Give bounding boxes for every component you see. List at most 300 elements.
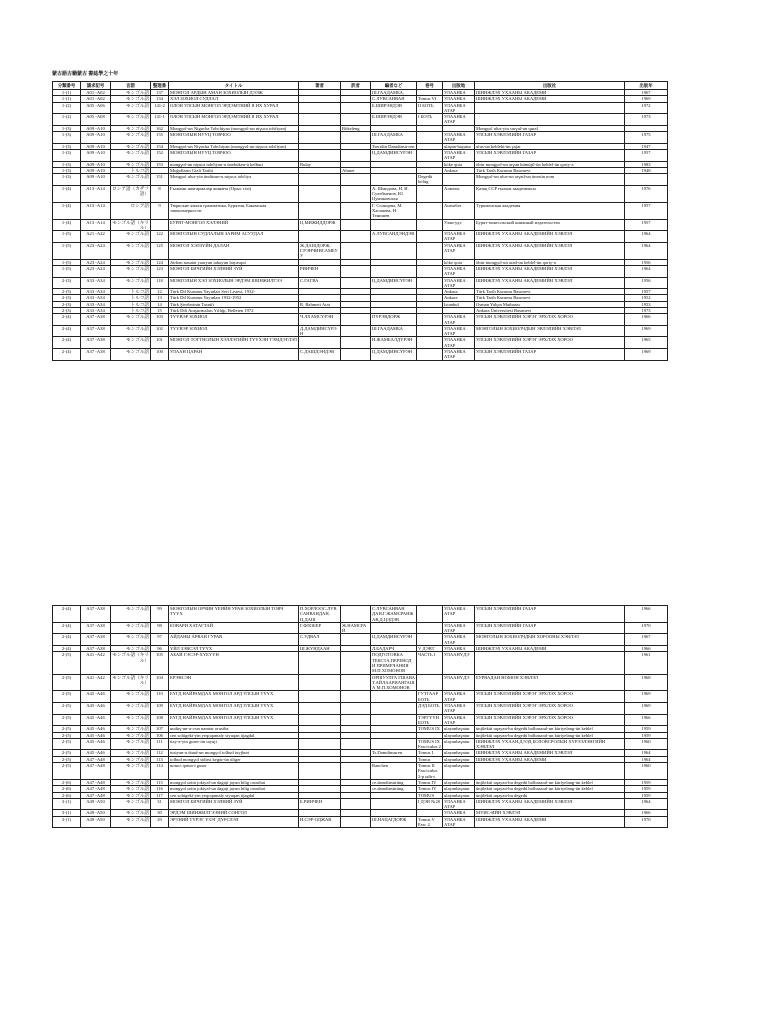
table-cell: ШИНЖЛЭХ УХААНЫ АКАДЕМИЙН ХЭВЛЭЛ [475, 242, 625, 259]
table-cell: Б.ШИРЭНДЭВ [371, 114, 417, 126]
table-cell [341, 202, 371, 219]
table-cell: 117 [151, 792, 169, 798]
table-cell: ulayanbaγatur [443, 779, 475, 785]
column-header: 出版地 [443, 82, 475, 90]
table-cell: A09 -A10 [81, 143, 111, 149]
table-cell: 1966 [625, 646, 668, 652]
table-cell: 2-(4) [53, 337, 81, 349]
table-cell: Moğolların Gizli Tarihi [169, 167, 299, 173]
table-cell [341, 325, 371, 337]
table-cell: 1967 [625, 634, 668, 646]
table-cell: Тюркские языки грамматика, Бурятия, Бакинская закономерности [169, 202, 299, 219]
table-cell: 1953 [625, 301, 668, 307]
table-cell: 1-(2) [53, 114, 81, 126]
table-cell: モンゴル語 [111, 125, 151, 131]
table-cell: 2-(5) [53, 714, 81, 726]
table-cell [417, 674, 443, 691]
table-cell: Türk Dil Kurumu Yayınları 1932-1952 [169, 295, 299, 301]
table-cell: УЛААНБА АТАР [443, 703, 475, 715]
table-row [53, 185, 668, 202]
table-cell: Mongγol-un ulus-un arγad-un ünesün nom [475, 174, 625, 186]
table-cell [475, 114, 625, 126]
table-cell: МОНГОЛ ХЭЛЗҮЙН ДАЛАН [169, 242, 299, 259]
table-row [53, 265, 668, 277]
table-cell: МОНГОЛ БИЧГИЙН ХЭЛНИЙ ЗҮЙ [169, 798, 299, 810]
table-cell: 116 [151, 786, 169, 792]
table-cell: A37 -A38 [81, 646, 111, 652]
table-row [53, 174, 668, 186]
table-cell [417, 149, 443, 161]
table-cell: А.ЛУВСАНДЭНДЭВ [371, 231, 417, 243]
table-cell [299, 185, 341, 202]
table-row [53, 816, 668, 828]
table-cell: 101 [151, 337, 169, 349]
table-cell: モンゴル語 [111, 810, 151, 816]
table-cell: Н.ЖАМБАЛДҮРЭН [371, 337, 417, 349]
table-cell [299, 703, 341, 715]
table-cell: A47 -A48 [81, 756, 111, 762]
table-cell: A47 -A48 [81, 763, 111, 780]
table-cell: öbür mongγol-un arad-un keblel-ün qoriy-a [475, 259, 625, 265]
table-cell: МОНГОЛЫН ЗОХИОЛЧДЫН ХОРООНЫ ХЭВЛЭЛ [475, 634, 625, 646]
table-cell: A45 -A46 [81, 750, 111, 756]
page-header-note: 蒙古語古籍蒙古 書誌學之十年 [52, 72, 119, 77]
table-cell: БОВАРИ ХАТАГТАЙ [169, 622, 299, 634]
table-cell [341, 634, 371, 646]
table-cell: 103 [151, 314, 169, 326]
table-cell [299, 714, 341, 726]
table-cell: ce.damdinsürüng [371, 779, 417, 785]
table-cell: ОЛОН УЛСЫН МОНГОЛ ЭРДЭМТНИЙ II ИХ ХУРАЛ [169, 102, 299, 114]
table-cell: Д.ДАМДИНСҮРЭН [299, 325, 341, 337]
table-cell: A13 -A14 [81, 202, 111, 219]
table-cell: 108 [151, 714, 169, 726]
table-cell: 1964 [625, 756, 668, 762]
table-cell: 1-(3) [53, 149, 81, 161]
table-cell: МОНГОЛ БИЧГИЙН ХЭЛНИЙ ЗҮЙ [169, 265, 299, 277]
table-cell: 114 [151, 763, 169, 780]
table-cell: 9 [151, 202, 169, 219]
table-cell: УЛСЫН ХЭВЛЭЛИЙН ГАЗАР [475, 149, 625, 161]
table-cell: モンゴル語 [111, 634, 151, 646]
table-cell: ulus-un keblelü-ün γajar [475, 143, 625, 149]
table-cell: Osman Yalçın Matbaası [475, 301, 625, 307]
table-cell: 118 [151, 277, 169, 289]
table-cell: A47 -A48 [81, 779, 111, 785]
table-cell: モンゴル語 [111, 114, 151, 126]
table-cell: ПОДГОТОВКА ТЕКСТА,ПЕРЕВОД И ПРИМЕЧАНИЯ М.П.ХОМОНОВ [371, 652, 417, 674]
table-cell: 1-(5) [53, 231, 81, 243]
table-cell: ШИНЖЛЭХ УХААН,ДЭЭД БОЛОВСРОЛЫН ХҮРЭЭЛЭНГИЙН ХЭВЛЭЛ [475, 738, 625, 750]
table-cell: МОНГОЛЫН НУУЦ ТОВЧОО [169, 149, 299, 161]
table-cell: 1972 [625, 102, 668, 114]
table-cell: A23 -A24 [81, 242, 111, 259]
table-cell: 1957 [625, 202, 668, 219]
table-cell: 162 [151, 125, 169, 131]
header-row [53, 82, 668, 90]
table-cell: 1-(3) [53, 161, 81, 167]
table-cell [151, 219, 169, 231]
table-row [53, 738, 668, 750]
table-cell: A37 -A38 [81, 349, 111, 361]
table-cell: 1966 [625, 606, 668, 623]
table-cell: 3-(1) [53, 798, 81, 810]
table-cell: УЛААНҮДЭ [443, 652, 475, 674]
table-cell: Ankara Üniversitesi Basımevi [475, 307, 625, 313]
table-cell: 29 [151, 816, 169, 828]
table-cell [371, 703, 417, 715]
table-cell [299, 114, 341, 126]
table-cell [371, 714, 417, 726]
table-row [53, 242, 668, 259]
table-cell: ロシア語（カザフ語） [111, 185, 151, 202]
table-cell: Türk Tarih Kurumu Basımevi [475, 167, 625, 173]
table-cell: Туркменская академия [475, 202, 625, 219]
table-cell: 1968 [625, 674, 668, 691]
table-cell: cen sohigeki-yin yeqoqamaly siyuqan iijagdal [169, 732, 299, 738]
table-cell: 155 [151, 132, 169, 144]
table-cell [417, 202, 443, 219]
table-cell: Ж.НАМСРАЙ [341, 622, 371, 634]
table-cell: A37 -A38 [81, 606, 111, 623]
table-cell: トルコ語 [111, 167, 151, 173]
table-cell: БҮГД НАЙРАМДАХ МОНГОЛ АРД УЛСЫН ТҮҮХ [169, 691, 299, 703]
table-cell: A41 -A42 [81, 674, 111, 691]
table-cell: ШИНЖЛЭХ УХААНЫ АКАДЕМИ [475, 816, 625, 828]
table-cell: トルコ語 [111, 289, 151, 295]
table-cell: 1964 [625, 265, 668, 277]
table-cell: УЛААНБА АТАР [443, 325, 475, 337]
table-cell: モンゴル語 [111, 349, 151, 361]
table-cell: Ш.НАЦАГДОРЖ [371, 816, 417, 828]
table-cell: Türk Dili Araştırmaları Yıllığı, Belleten 1972 [169, 307, 299, 313]
table-cell: 13 [151, 295, 169, 301]
table-cell: 2-(4) [53, 314, 81, 326]
table-cell [341, 185, 371, 202]
table-cell: A37 -A38 [81, 325, 111, 337]
table-cell: 3-(1) [53, 810, 81, 816]
table-cell: ХЭЛ ЗОХИОЛ СУДЛАЛ [169, 96, 299, 102]
table-cell: Ц.ДАМДИНСҮРЭН [371, 149, 417, 161]
table-cell: 1966 [625, 314, 668, 326]
table-cell: 1-(3) [53, 143, 81, 149]
table-cell: A09 -A10 [81, 125, 111, 131]
table-cell: Türk Dil Kurumu Yayınları Seri Listesi, 1932- [169, 289, 299, 295]
table-cell: Ж.ДАШДОРЖ, Г.РЭНЧИНСАМБУУ [299, 242, 341, 259]
table-cell: A13 -A14 [81, 185, 111, 202]
table-cell: A47 -A48 [81, 786, 111, 792]
table-cell [417, 634, 443, 646]
table-cell: 105 [151, 652, 169, 674]
table-cell: 1970 [625, 622, 668, 634]
table-cell: Ш.ЖҮНДААН [299, 646, 341, 652]
table-cell [417, 231, 443, 243]
table-cell: nomci qatun-i guser [169, 763, 299, 780]
table-cell: ulayanbaγatur [443, 726, 475, 732]
table-cell: 1-(3) [53, 167, 81, 173]
table-cell: 1969 [625, 96, 668, 102]
table-row [53, 763, 668, 780]
table-cell: С.ЛУВСАНВАН [371, 96, 417, 102]
table-cell: 2-(4) [53, 634, 81, 646]
table-cell: 1957 [625, 149, 668, 161]
table-cell [371, 622, 417, 634]
table-cell: 2-(6) [53, 779, 81, 785]
table-cell: ulayanbaγatur [443, 750, 475, 756]
table-cell: 8 [151, 185, 169, 202]
table-cell: 106 [151, 732, 169, 738]
table-cell [299, 174, 341, 186]
table-cell: 2-(5) [53, 674, 81, 691]
table-cell: 1957 [625, 289, 668, 295]
table-cell: モンゴル語 [111, 325, 151, 337]
table-cell: Tomus IV [417, 779, 443, 785]
table-cell: 1976 [625, 185, 668, 202]
table-cell: A41 -A42 [81, 652, 111, 674]
table-cell: БУРЯТ-МОНГОЛ ХЭЛЭНИЙ [169, 219, 299, 231]
table-cell: Jiirban nasatai yaaryun tahuyun bayasqui [169, 259, 299, 265]
table-cell [417, 314, 443, 326]
table-cell: A33 -A34 [81, 307, 111, 313]
table-cell: ロシア語 [111, 202, 151, 219]
table-cell: mongγol urtin jokiyal-un dagaji jayun bilig orusibai [169, 786, 299, 792]
table-cell: köke qota [443, 259, 475, 265]
table-cell: 1970 [625, 816, 668, 828]
table-cell: A23 -A24 [81, 259, 111, 265]
table-cell: 1959 [625, 792, 668, 798]
table-cell: 113 [151, 756, 169, 762]
table-cell: А. Шмидова, Н. И. Сулейменов, Ю. Цумиковская [371, 185, 417, 202]
table-cell: Ц.ДАМДИНСҮРЭН [371, 634, 417, 646]
table-cell [341, 738, 371, 750]
table-cell [371, 738, 417, 750]
table-cell: БУРЯАДАН НОМОН ХЭВЛЭЛ [475, 674, 625, 691]
table-row [53, 714, 668, 726]
table-cell: ЭРДЭМ ШИНЖИЛГЭЭНИЙ СОНГОЛ [169, 810, 299, 816]
table-cell: УЛААНБА АТАР [443, 606, 475, 623]
table-cell: Mongγol ulus-yin ündüsun-u niγuca tobčiya [169, 174, 299, 186]
table-cell: ДЭД БОТЬ [417, 703, 443, 715]
table-cell: モンゴル語 [111, 738, 151, 750]
table-cell: A45 -A46 [81, 691, 111, 703]
table-cell: ЭРТНИЙ ТҮРЭГ ҮЗЭГ ДҮРСЛЭЛ [169, 816, 299, 828]
table-cell: 2-(4) [53, 622, 81, 634]
table-cell: МОНГОЛЫН ОРЧИН ҮЕИЙН УРАН ЗОХИОЛЫН ТОВЧ ТҮҮХ [169, 606, 299, 623]
table-cell: 2-(5) [53, 726, 81, 732]
table-row [53, 634, 668, 646]
table-cell [299, 763, 341, 780]
table-cell: П.ХОРЛООС.ЛУВСАНВАНДАН, Ц.ДАШ [299, 606, 341, 623]
table-cell: 2-(6) [53, 786, 81, 792]
table-cell [341, 231, 371, 243]
table-cell: 3-(1) [53, 816, 81, 828]
table-cell: УЛСЫН ХЭВЛЭЛИЙН ХЭРЭГ ЭРХЛЭХ ХОРОО [475, 714, 625, 726]
table-cell: Tomus [417, 756, 443, 762]
table-cell: ünjileküi uqayan-bu degedü bolbasaral-un küriyelang-ün keblel [475, 786, 625, 792]
table-cell: УЛААНБА АТАР [443, 634, 475, 646]
table-cell: I БОТЬ [417, 114, 443, 126]
table-cell: ШИНЖЛЭХ УХААНЫ АКАДЕМИЙН ХЭВЛЭЛ [475, 277, 625, 289]
table-cell: モンゴル語 [111, 703, 151, 715]
table-cell: УЛААНБА АТАР [443, 691, 475, 703]
table-cell: БҮГД НАЙРАМДАХ МОНГОЛ АРД УЛСЫН ТҮҮХ [169, 703, 299, 715]
table-cell [341, 132, 371, 144]
table-cell: ШИНЖЛЭХ УХААНЫ АКАДЕМИЙН ХЭВЛЭЛ [475, 231, 625, 243]
table-cell: Tomus I [417, 750, 443, 756]
table-cell: モンゴル語 [111, 265, 151, 277]
table-cell: Mongγol ulus-yin surγul-un qural [475, 125, 625, 131]
table-cell: 111 [151, 738, 169, 750]
table-cell: tusiyan-u duud-un mongγol tolbud tuyjburi [169, 750, 299, 756]
table-cell: 141-1 [151, 114, 169, 126]
table-cell: Tseridin Damdinsü-ren [371, 143, 417, 149]
table-cell: モンゴル語 [111, 732, 151, 738]
table-cell: A05 -A08 [81, 114, 111, 126]
table-cell: 1-(5) [53, 265, 81, 277]
column-header: 分類番号 [53, 82, 81, 90]
table-cell: Istanbul [443, 301, 475, 307]
table-cell: A45 -A46 [81, 726, 111, 732]
table-cell [475, 102, 625, 114]
table-cell [299, 738, 341, 750]
table-cell: A09 -A10 [81, 167, 111, 173]
column-header: 整理番 [151, 82, 169, 90]
table-cell: A01 -A02 [81, 90, 111, 96]
table-cell: УЛСЫН ХЭВЛЭЛИЙН ГАЗАР [475, 606, 625, 623]
table-cell [371, 691, 417, 703]
table-cell [341, 242, 371, 259]
table-cell: Ankara [443, 289, 475, 295]
table-cell: УЛААНБА АТАР [443, 277, 475, 289]
column-header: 巻号 [417, 82, 443, 90]
table-cell: A45 -A46 [81, 732, 111, 738]
table-cell [417, 265, 443, 277]
table-cell [299, 674, 341, 691]
column-header: 出版社 [475, 82, 625, 90]
table-cell: ünjileküi uqayan-bu degedü bolbasaral-un küriyelang-ün keblel [475, 779, 625, 785]
table-cell: mongγol urtin jokiyal-un dagaji jayun bilig orusibai [169, 779, 299, 785]
table-cell: モンゴル語（キリル） [111, 652, 151, 674]
table-cell: ЧАСТЬ I [417, 652, 443, 674]
table-cell: 97 [151, 634, 169, 646]
table-cell: 1-(2) [53, 102, 81, 114]
table-cell: Алматы [443, 185, 475, 202]
table-cell: МУИС-ИЙН ХЭВЛЭЛ [475, 810, 625, 816]
table-cell: АБАЙ ГЭСЭР-ХҮБҮҮН [169, 652, 299, 674]
table-cell: ulayanbaγatur [443, 792, 475, 798]
table-cell: Türk Tarih Kurumu Basımevi [475, 289, 625, 295]
table-cell [341, 277, 371, 289]
table-cell: УЛСЫН ХЭВЛЭЛИЙН ГАЗАР [475, 349, 625, 361]
table-cell [341, 714, 371, 726]
table-cell: トルコ語 [111, 307, 151, 313]
table-cell: モンゴル語 [111, 726, 151, 732]
table-row [53, 325, 668, 337]
table-cell [371, 242, 417, 259]
table-cell: ulayanbaγatur [443, 738, 475, 750]
table-cell: 1960 [625, 738, 668, 750]
table-cell [341, 219, 371, 231]
table-cell: МОНГОЛ АРДЫН АМАН ЗОХИОЛЫН ДЭЭЖ [169, 90, 299, 96]
table-cell: Türk Şivelerinin Tasnifi [169, 301, 299, 307]
table-cell: 99 [151, 606, 169, 623]
table-cell: モンゴル語 [111, 96, 151, 102]
table-cell: УЛААНБА [443, 96, 475, 102]
table-cell: A37 -A38 [81, 337, 111, 349]
table-cell [475, 652, 625, 674]
table-cell: 1964 [625, 798, 668, 810]
table-cell: モンゴル語 [111, 798, 151, 810]
table-cell: Ц.МИЖИДДОРЖ [299, 219, 341, 231]
table-cell: ТҮҮВЭР ЗОХИОЛ [169, 325, 299, 337]
table-cell [299, 231, 341, 243]
table-cell: Mongγol-un Niγucha Tobchiyan (mongγol-un niγuca tobčiyan) [169, 143, 299, 149]
table-cell [341, 114, 371, 126]
table-cell: A37 -A38 [81, 622, 111, 634]
table-cell: ce.damdinsürüng [371, 786, 417, 792]
table-row [53, 314, 668, 326]
table-cell: 1964 [625, 231, 668, 243]
table-cell: 152 [151, 149, 169, 161]
table-cell: 2-(3) [53, 289, 81, 295]
table-cell: köke qota [443, 161, 475, 167]
table-cell: Türk Tarih Kurumu Basımevi [475, 295, 625, 301]
table-cell: 1959 [625, 732, 668, 738]
table-cell: 1960 [625, 763, 668, 780]
table-cell: A45 -A46 [81, 703, 111, 715]
table-cell: 1948 [625, 167, 668, 173]
table-cell: УЛААНБА АТАР [443, 132, 475, 144]
table-cell: 31 [151, 798, 169, 810]
table-cell: УЛААНБА АТАР [443, 114, 475, 126]
table-cell: ulaγan-baγatur [443, 143, 475, 149]
table-cell: モンゴル語 [111, 714, 151, 726]
table-cell: С.УДВАЛ [299, 634, 341, 646]
table-cell: TOMUS [417, 792, 443, 798]
table-cell [341, 798, 371, 810]
table-cell: Ahmet [341, 167, 371, 173]
table-cell: УЛААНБА АТАР [443, 149, 475, 161]
table-cell: mongγol-un niγuca tobčiyan-u üneküken-ü kelburi [169, 161, 299, 167]
table-cell: TOMUS IX [417, 726, 443, 732]
table-cell: УЛААНБА АТАР [443, 231, 475, 243]
table-cell: УЛААНБА АТАР [443, 349, 475, 361]
table-cell: Ц.ДАМДИНСҮРЭН [371, 349, 417, 361]
table-row [53, 277, 668, 289]
table-cell: 102 [151, 325, 169, 337]
table-cell: ШИНЖЛЭХ УХААНЫ АКАДЕМИ [475, 756, 625, 762]
table-cell: ulayanbaγatur [443, 732, 475, 738]
table-cell: A45 -A46 [81, 738, 111, 750]
table-cell: モンゴル語 [111, 242, 151, 259]
table-cell: ЕРЭНСЭН [169, 674, 299, 691]
table-cell: 1956 [625, 277, 668, 289]
table-cell: A33 -A34 [81, 277, 111, 289]
table-cell: 2-(4) [53, 646, 81, 652]
table-cell: 2-(4) [53, 325, 81, 337]
table-cell: TOMUS IX Fasciculus 2 [418, 738, 441, 750]
table-row [53, 798, 668, 810]
table-cell [341, 703, 371, 715]
table-cell: УЛААНБА АТАР [443, 314, 475, 326]
table-cell: ulayanbaγatur [443, 756, 475, 762]
table-cell: モンゴル語 [111, 161, 151, 167]
table-row [53, 606, 668, 623]
table-cell: 2-(5) [53, 750, 81, 756]
table-cell: 1-(3) [53, 125, 81, 131]
table-cell: トルコ語 [111, 301, 151, 307]
table-cell: Tomus V Fasc 2 [417, 816, 443, 828]
